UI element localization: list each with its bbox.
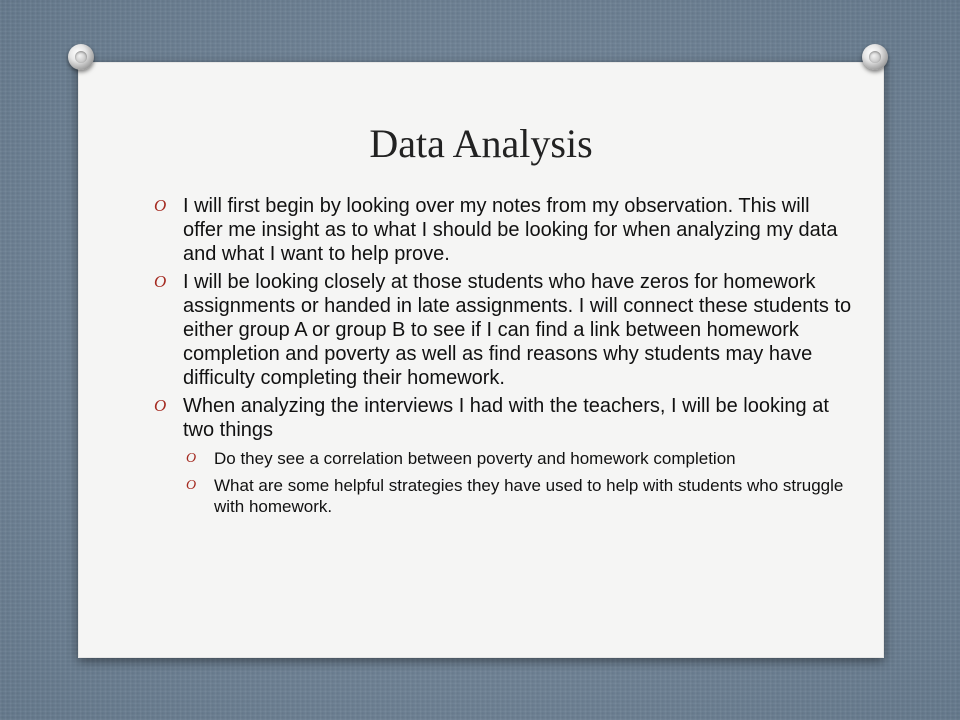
pushpin-icon	[862, 44, 888, 70]
sub-bullet-list	[180, 448, 854, 517]
bullet-marker-icon: O	[154, 272, 167, 291]
sub-bullet-text: Do they see a correlation between poverty and homework completion	[214, 449, 736, 468]
slide-title: Data Analysis	[369, 121, 593, 166]
bullet-text: I will be looking closely at those students who have zeros for homework assignments or handed in late assignments. I will connect these students to either group A or group B to see if I can find a link between homework completion and poverty as well as find reasons why students may have difficulty completing their homework.	[183, 271, 852, 389]
pushpin-icon	[68, 44, 94, 70]
bullet-marker-icon: O	[154, 396, 167, 415]
sub-bullet-item	[180, 475, 854, 517]
bullet-list	[154, 194, 854, 523]
sub-bullet-item	[180, 448, 854, 469]
bullet-marker-icon: O	[186, 478, 197, 493]
bullet-marker-icon: O	[186, 451, 197, 466]
bullet-item	[154, 194, 854, 266]
bullet-text: I will first begin by looking over my notes from my observation. This will offer me insight as to what I should be looking for when analyzing my data and what I want to help prove.	[183, 195, 838, 265]
sub-bullet-text: What are some helpful strategies they have used to help with students who struggle with homework.	[214, 476, 844, 516]
bullet-item	[154, 270, 854, 390]
bullet-marker-icon: O	[154, 196, 167, 215]
bullet-item	[154, 394, 854, 517]
bullet-text: When analyzing the interviews I had with the teachers, I will be looking at two things	[183, 395, 829, 441]
